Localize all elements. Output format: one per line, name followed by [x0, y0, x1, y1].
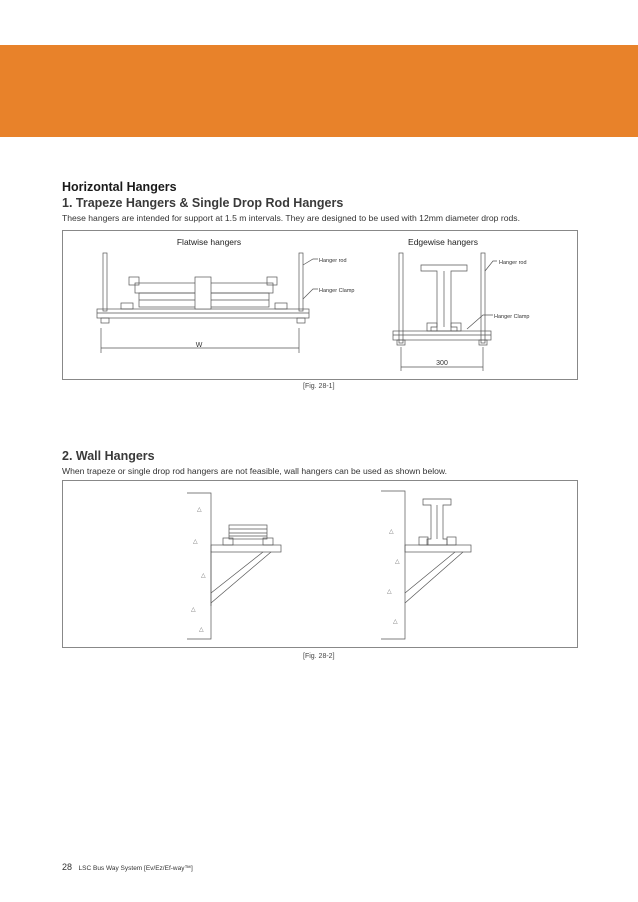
page-footer [62, 862, 193, 872]
edgewise-left-rod [399, 253, 403, 343]
wall-bracket-right [405, 545, 471, 552]
concrete-texture [191, 507, 400, 633]
label-hanger-clamp-1: Hanger Clamp [319, 288, 355, 294]
hanger-diagram [63, 231, 577, 379]
svg-text:△: △ [193, 539, 198, 545]
section2-subtitle: 2. Wall Hangers [62, 449, 155, 463]
wall-left [187, 493, 211, 639]
section2-text: When trapeze or single drop rod hangers are not feasible, wall hangers can be used as shown below. [62, 466, 448, 476]
hanger-clamp-right [275, 303, 287, 309]
label-hanger-rod-2: Hanger rod [499, 260, 527, 266]
fig-28-2-caption: [Fig. 28-2] [303, 653, 335, 660]
svg-text:△: △ [191, 607, 196, 613]
wall-bracket-left [211, 545, 281, 552]
svg-text:△: △ [393, 619, 398, 625]
trapeze-channel [97, 309, 309, 318]
svg-text:△: △ [395, 559, 400, 565]
left-hanger-rod [103, 253, 107, 311]
page-number: 28 [62, 862, 73, 872]
flatwise-title: Flatwise hangers [176, 237, 242, 247]
busway-flat [229, 525, 267, 539]
label-hanger-rod-1: Hanger rod [319, 258, 347, 264]
fig-28-1-caption: [Fig. 28-1] [303, 383, 335, 390]
label-hanger-clamp-2: Hanger Clamp [494, 314, 530, 320]
svg-text:△: △ [389, 529, 394, 535]
wall-hanger-diagram [63, 481, 577, 647]
dim-w: W [195, 342, 203, 349]
hanger-clamp-left [121, 303, 133, 309]
figure-28-1 [62, 230, 578, 380]
dim-300: 300 [436, 360, 448, 367]
svg-text:△: △ [387, 589, 392, 595]
figure-28-2 [62, 480, 578, 648]
svg-text:△: △ [197, 507, 202, 513]
section-title: Horizontal Hangers [62, 180, 177, 194]
right-hanger-rod [299, 253, 303, 311]
edgewise-right-rod [481, 253, 485, 343]
section1-subtitle: 1. Trapeze Hangers & Single Drop Rod Hangers [62, 196, 344, 210]
footer-text: LSC Bus Way System [Ev/Ez/Ef-way™] [78, 865, 193, 872]
edgewise-title: Edgewise hangers [408, 237, 478, 247]
section1-text: These hangers are intended for support at 1.5 m intervals. They are designed to be used with 12mm diameter drop rods. [62, 213, 520, 223]
header-band [0, 45, 638, 137]
wall-right [381, 491, 405, 639]
svg-text:△: △ [199, 627, 204, 633]
svg-text:△: △ [201, 573, 206, 579]
edgewise-channel [393, 331, 491, 340]
